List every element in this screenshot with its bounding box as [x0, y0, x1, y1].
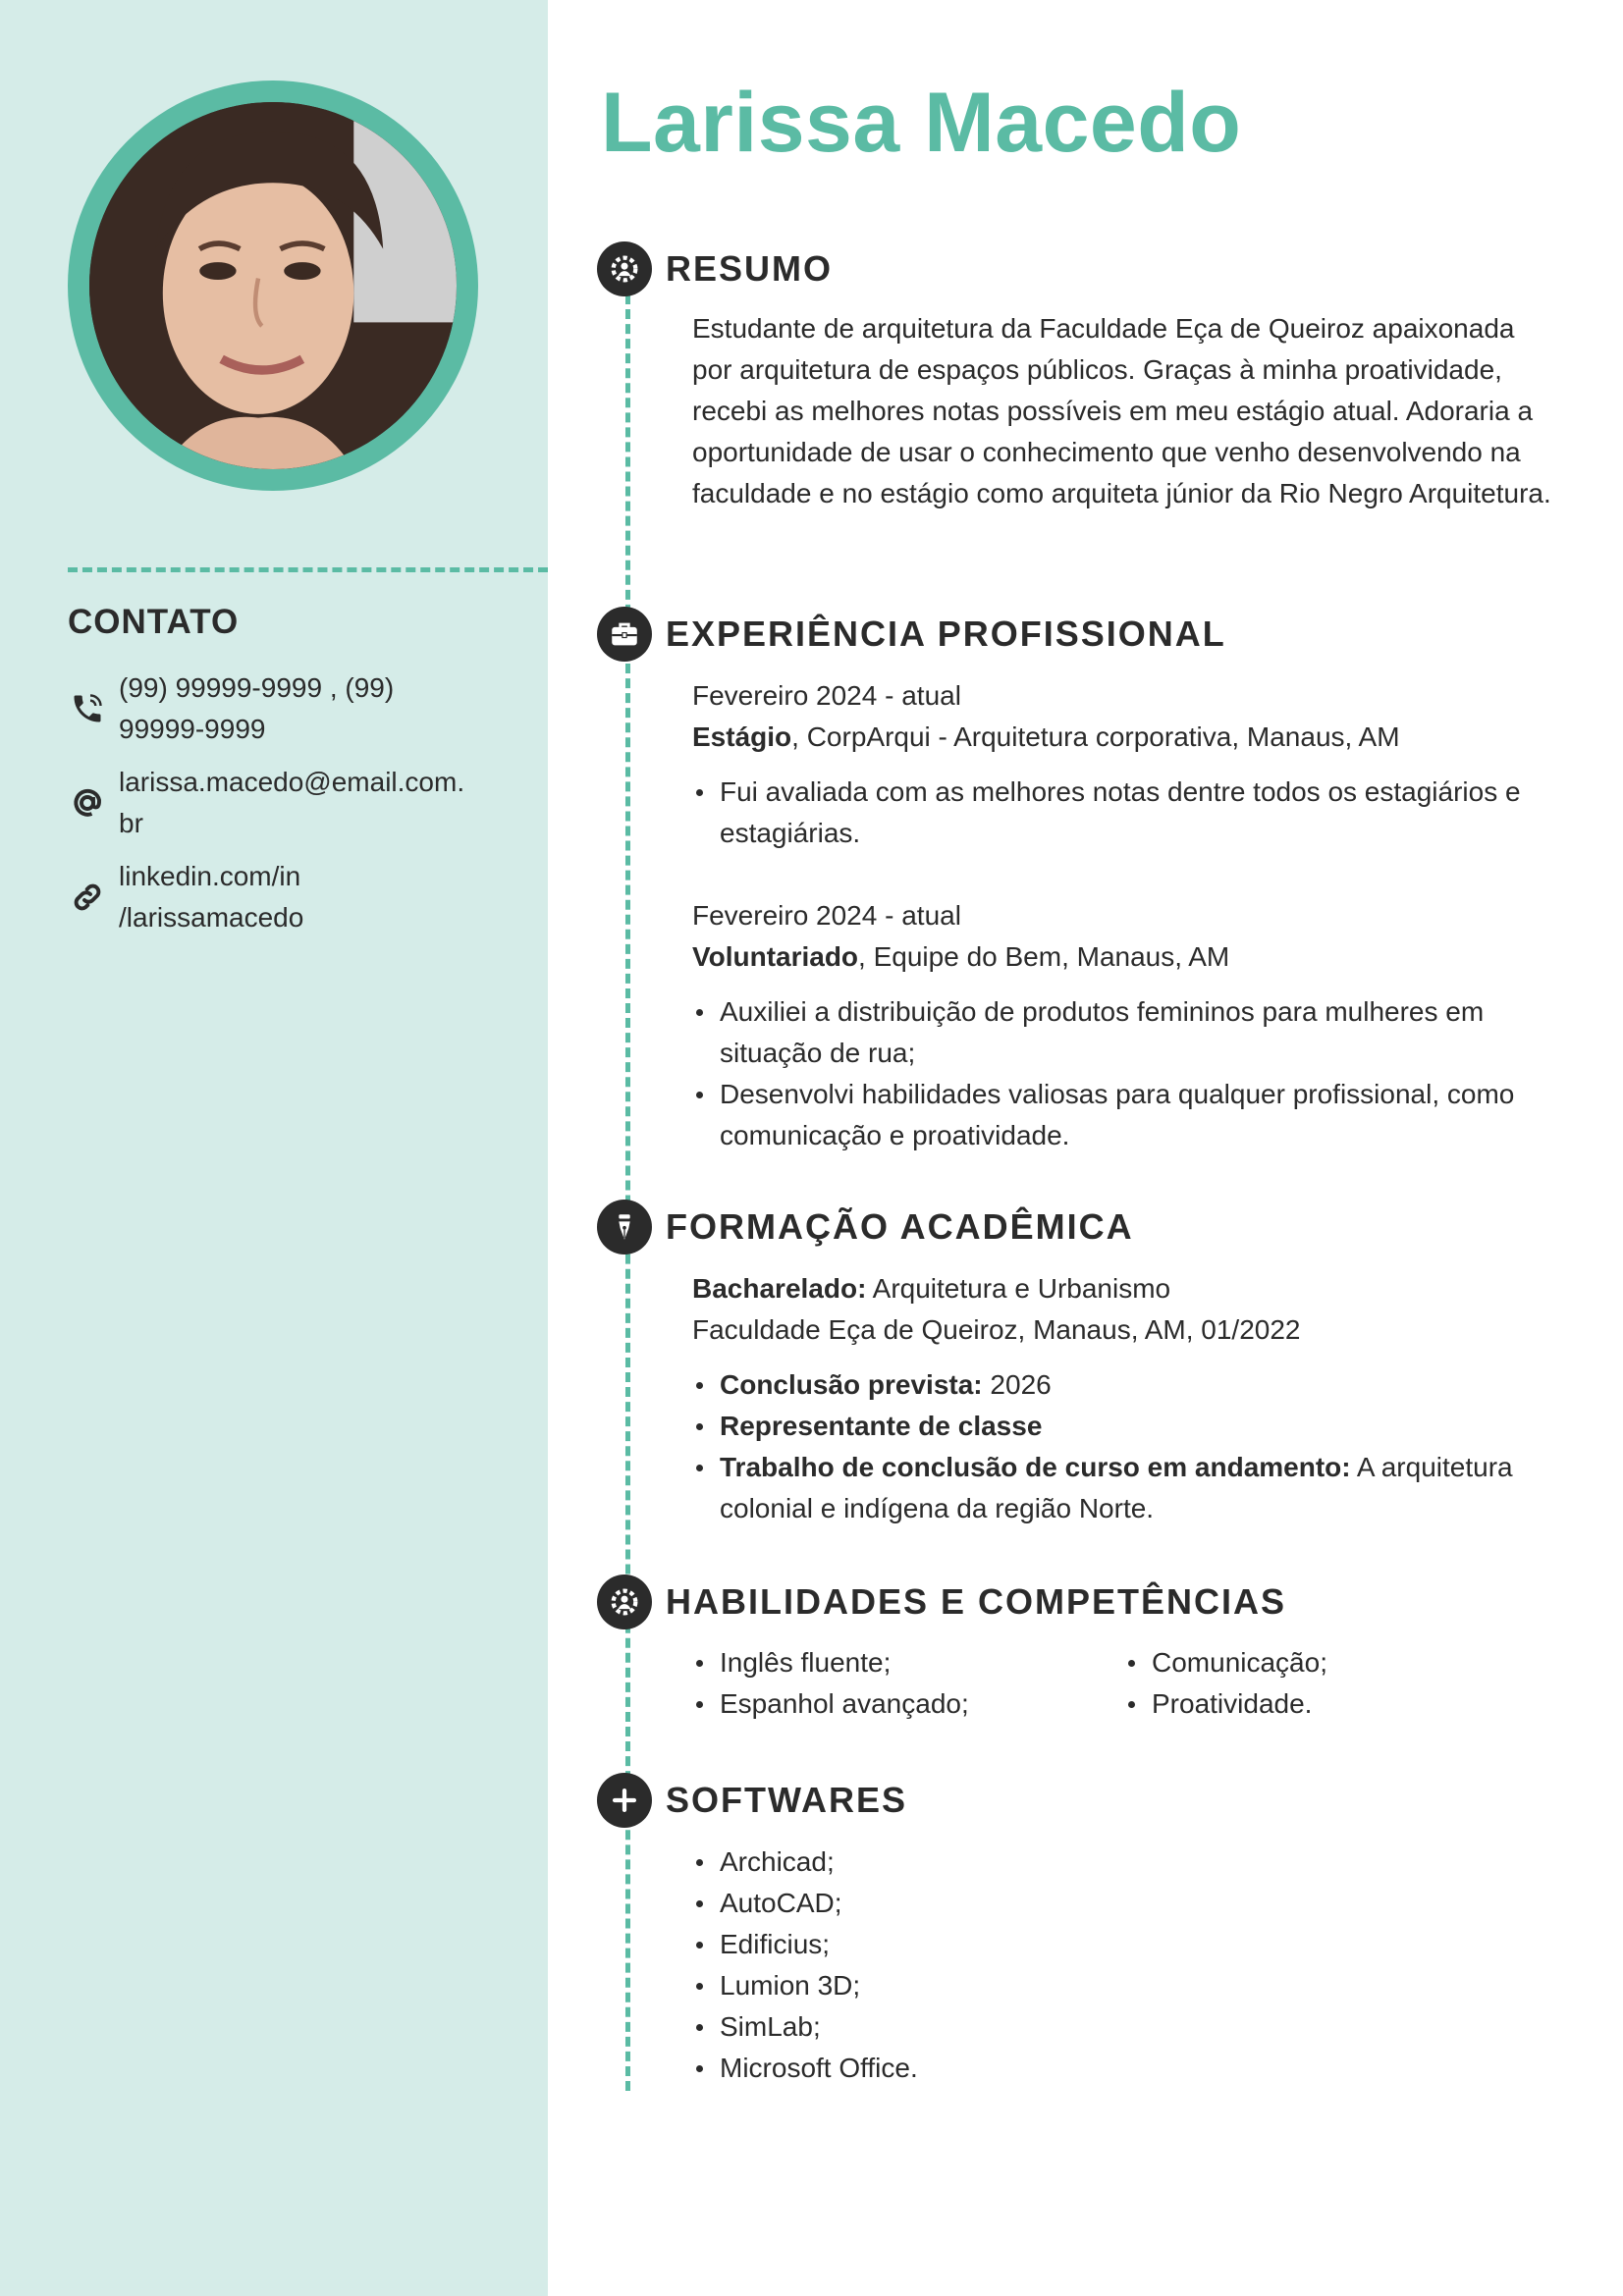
job-1-bullets: [692, 772, 1556, 854]
section-habilidades-title: HABILIDADES E COMPETÊNCIAS: [666, 1581, 1287, 1622]
list-item: [692, 1406, 1556, 1447]
job-1: [692, 675, 1556, 854]
candidate-name: Larissa Macedo: [601, 76, 1242, 170]
contact-linkedin-line1: linkedin.com/in: [119, 861, 301, 891]
section-formacao-header: [597, 1200, 1134, 1255]
list-item: SimLab;: [692, 2006, 1556, 2048]
section-resumo-title: RESUMO: [666, 248, 834, 289]
briefcase-icon: [597, 607, 652, 662]
skills-col-2: [1124, 1642, 1556, 1725]
profile-photo-ring: [68, 80, 478, 491]
sidebar-divider: [68, 567, 548, 572]
job-2-title-line: [692, 936, 1556, 978]
section-softwares-title: SOFTWARES: [666, 1780, 908, 1820]
section-softwares-header: [597, 1773, 907, 1828]
list-item: Proatividade.: [1124, 1683, 1556, 1725]
job-1-date: Fevereiro 2024 - atual: [692, 680, 961, 711]
contact-phone-line1: (99) 99999-9999 , (99): [119, 672, 395, 703]
at-icon: [68, 783, 107, 823]
contact-email-line1: larissa.macedo@email.com.: [119, 767, 465, 797]
section-resumo-body: [692, 308, 1556, 514]
list-item: Microsoft Office.: [692, 2048, 1556, 2089]
contact-email[interactable]: [68, 762, 490, 844]
job-1-title-line: [692, 717, 1556, 758]
list-item: Espanhol avançado;: [692, 1683, 1124, 1725]
plus-icon: [597, 1773, 652, 1828]
job-2-date: Fevereiro 2024 - atual: [692, 900, 961, 931]
gear-person-icon: [597, 241, 652, 296]
profile-photo: [89, 102, 457, 469]
job-1-details: , CorpArqui - Arquitetura corporativa, Manaus, AM: [791, 721, 1400, 752]
section-experiencia-header: [597, 607, 1226, 662]
gear-person-icon: [597, 1575, 652, 1629]
section-experiencia-title: EXPERIÊNCIA PROFISSIONAL: [666, 614, 1226, 654]
contact-phone: [68, 667, 490, 750]
bullet-bold: Conclusão prevista:: [720, 1369, 983, 1400]
sidebar: [0, 0, 548, 2296]
bullet-bold: Trabalho de conclusão de curso em andamento:: [720, 1452, 1351, 1482]
job-2: [692, 895, 1556, 1156]
portrait-illustration: [89, 102, 457, 469]
list-item: Lumion 3D;: [692, 1965, 1556, 2006]
bullet-text: A arquitetura colonial e indígena da região Norte.: [720, 1452, 1513, 1523]
contact-title: CONTATO: [68, 603, 240, 641]
contact-email-line2: br: [119, 808, 143, 838]
school-line: Faculdade Eça de Queiroz, Manaus, AM, 01/2022: [692, 1314, 1301, 1345]
contact-linkedin[interactable]: [68, 856, 490, 938]
formacao-bullets: [692, 1364, 1556, 1529]
list-item: Fui avaliada com as melhores notas dentre todos os estagiários e estagiárias.: [692, 772, 1556, 854]
main-content: [548, 0, 1623, 2296]
section-habilidades-body: [692, 1642, 1556, 1725]
list-item: Auxiliei a distribuição de produtos femininos para mulheres em situação de rua;: [692, 991, 1556, 1074]
section-formacao-title: FORMAÇÃO ACADÊMICA: [666, 1206, 1134, 1247]
degree-line: [692, 1268, 1556, 1309]
degree-name: Arquitetura e Urbanismo: [866, 1273, 1171, 1304]
section-softwares-body: [692, 1842, 1556, 2089]
resumo-text: Estudante de arquitetura da Faculdade Eça de Queiroz apaixonada por arquitetura de espaços públicos. Graças à minha proatividade, recebi as melhores notas possíveis em meu estágio atual. Adoraria a oportunidade de usar o conhecimento que venho desenvolvendo na faculdade e no estágio como arquiteta júnior da Rio Negro Arquitetura.: [692, 313, 1551, 508]
section-formacao-body: [692, 1268, 1556, 1529]
software-list: [692, 1842, 1556, 2089]
bullet-bold: Representante de classe: [720, 1411, 1043, 1441]
pen-nib-icon: [597, 1200, 652, 1255]
degree-label: Bacharelado:: [692, 1273, 867, 1304]
list-item: Comunicação;: [1124, 1642, 1556, 1683]
job-2-details: , Equipe do Bem, Manaus, AM: [858, 941, 1230, 972]
job-2-role: Voluntariado: [692, 941, 859, 972]
section-habilidades-header: [597, 1575, 1286, 1629]
list-item: [692, 1364, 1556, 1406]
list-item: Desenvolvi habilidades valiosas para qualquer profissional, como comunicação e proatividade.: [692, 1074, 1556, 1156]
phone-icon: [68, 689, 107, 728]
skills-col-1: [692, 1642, 1124, 1725]
job-1-role: Estágio: [692, 721, 792, 752]
link-icon: [68, 878, 107, 917]
list-item: Archicad;: [692, 1842, 1556, 1883]
list-item: AutoCAD;: [692, 1883, 1556, 1924]
list-item: Inglês fluente;: [692, 1642, 1124, 1683]
section-resumo-header: [597, 241, 833, 296]
bullet-text: 2026: [982, 1369, 1052, 1400]
contact-linkedin-line2: /larissamacedo: [119, 902, 304, 933]
list-item: Edificius;: [692, 1924, 1556, 1965]
list-item: [692, 1447, 1556, 1529]
job-2-bullets: [692, 991, 1556, 1156]
contact-phone-line2: 99999-9999: [119, 714, 266, 744]
